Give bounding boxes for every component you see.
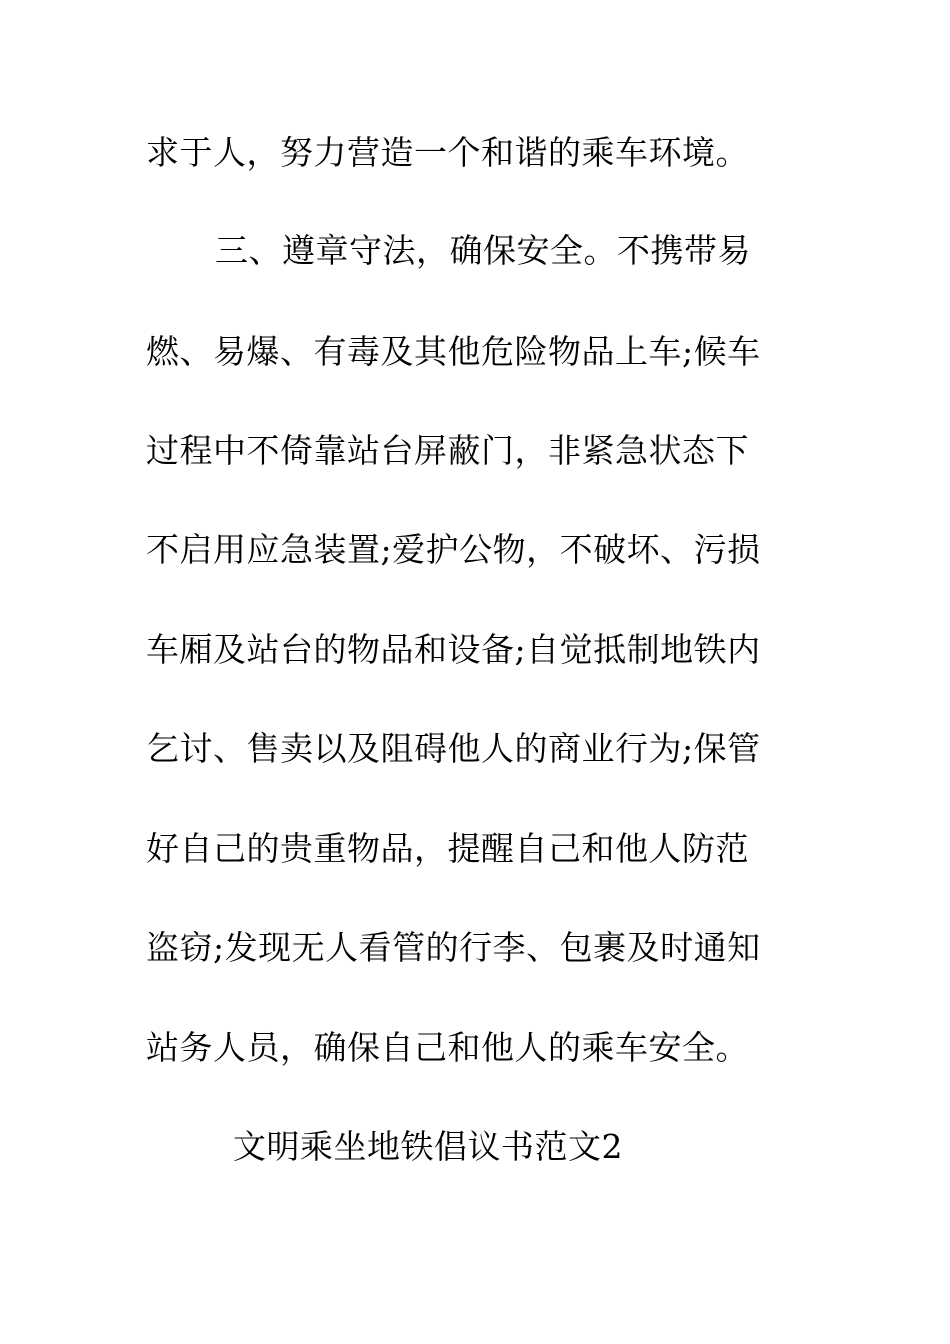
paragraph-start-line: 三、遵章守法，确保安全。不携带易 [215, 231, 751, 270]
text-line: 盗窃;发现无人看管的行李、包裹及时通知 [146, 928, 761, 967]
text-line: 车厢及站台的物品和设备;自觉抵制地铁内 [146, 630, 761, 669]
text-line: 乞讨、售卖以及阻碍他人的商业行为;保管 [146, 729, 761, 768]
text-line: 燃、易爆、有毒及其他危险物品上车;候车 [146, 332, 761, 371]
section-heading: 文明乘坐地铁倡议书范文2 [233, 1127, 623, 1166]
text-line: 好自己的贵重物品，提醒自己和他人防范 [146, 829, 749, 868]
text-line: 不启用应急装置;爱护公物，不破坏、污损 [146, 530, 761, 569]
text-line: 站务人员，确保自己和他人的乘车安全。 [146, 1028, 749, 1067]
text-line: 求于人，努力营造一个和谐的乘车环境。 [146, 133, 749, 172]
text-line: 过程中不倚靠站台屏蔽门，非紧急状态下 [146, 431, 749, 470]
